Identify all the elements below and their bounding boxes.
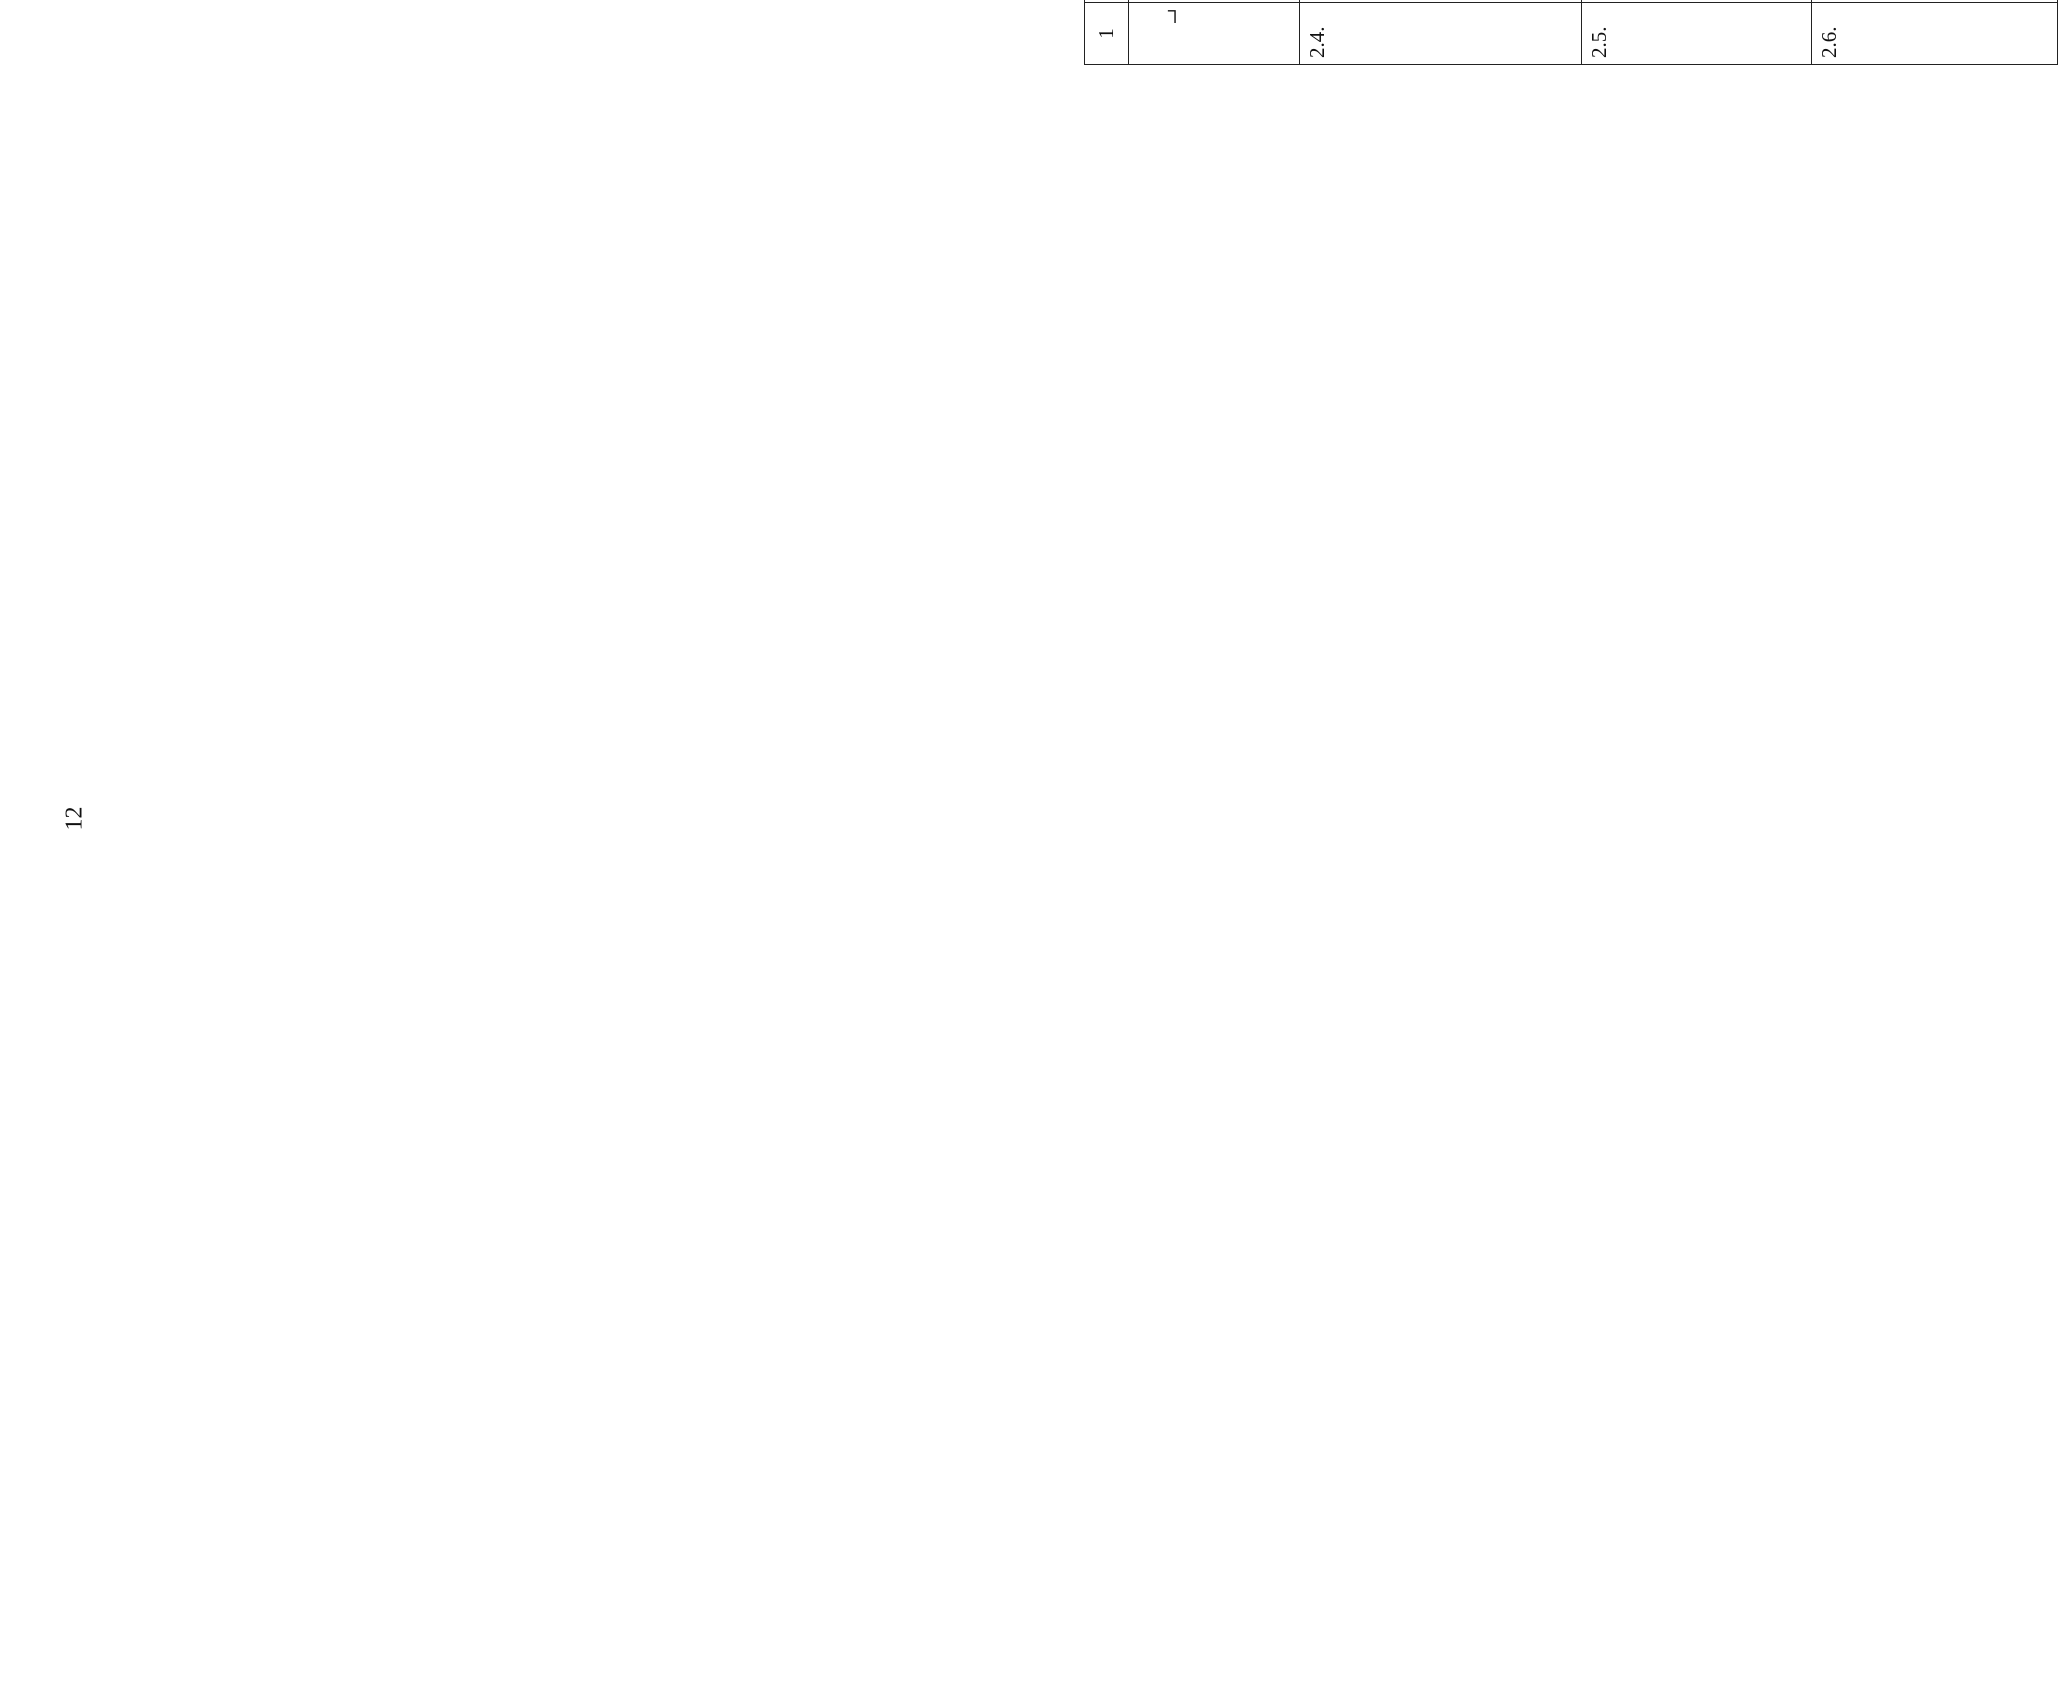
cell — [1129, 0, 1300, 3]
header-col-1: 1 — [1085, 3, 1129, 65]
row-number: 2.4. — [1300, 3, 1582, 65]
row-number: 2.6. — [1812, 3, 2058, 65]
continuation-row — [1129, 0, 1300, 65]
header-col-2 — [1085, 0, 1129, 3]
measure-name — [1300, 0, 1582, 3]
header-row — [1085, 0, 1129, 65]
table-row — [1300, 0, 1582, 65]
row-number: 2.5. — [1582, 3, 1812, 65]
cell — [1129, 3, 1300, 65]
measures-table — [1084, 0, 2058, 65]
corner-mark: ┐ — [1167, 0, 1182, 22]
page-number: 12 — [61, 806, 88, 831]
rotated-table-container — [1084, 0, 2044, 65]
measure-name — [1582, 0, 1812, 3]
table-row — [1812, 0, 2058, 65]
table-row — [1582, 0, 1812, 65]
measure-name — [1812, 0, 2058, 3]
